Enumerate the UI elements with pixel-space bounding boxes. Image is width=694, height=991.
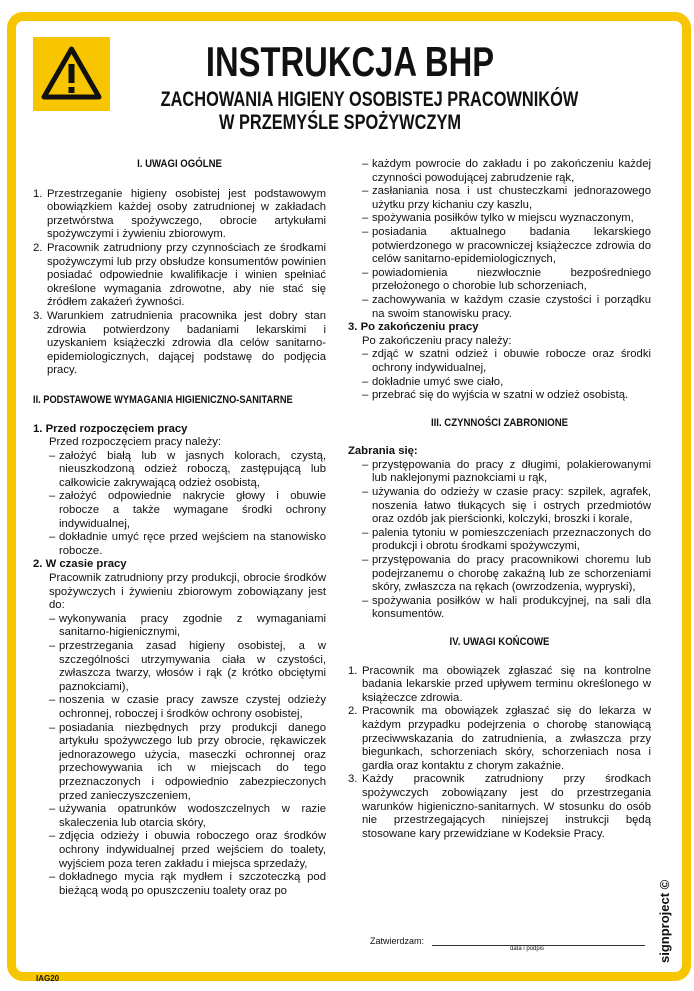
approval-label: Zatwierdzam: (370, 936, 425, 946)
subsection-intro: Przed rozpoczęciem pracy należy: (49, 436, 222, 449)
list-item: – założyć białą lub w jasnych kolorach, czystą, nieuszkodzoną odzież roboczą, zastępującą lub całkowicie zakrywającą odzież osobistą, (49, 449, 326, 489)
subsection-title: 3. Po zakończeniu pracy (348, 321, 479, 334)
list-item: 1. Pracownik ma obowiązek zgłaszać się na kontrolne badania lekarskie przed upływem terminu określonego w książeczce zdrowia. (348, 664, 651, 704)
list-item: – założyć odpowiednie nakrycie głowy i obuwie robocze a także wymagane środki ochrony indywidualnej, (49, 490, 326, 530)
list-item: – spożywania posiłków w hali produkcyjnej, na sali dla konsumentów. (362, 594, 651, 621)
list-item: – przebrać się do wyjścia w szatni w odzież osobistą. (362, 389, 629, 402)
section-heading-1: I. UWAGI OGÓLNE (137, 158, 222, 170)
prohibition-intro: Zabrania się: (348, 445, 418, 458)
subsection-intro: Po zakończeniu pracy należy: (362, 334, 512, 347)
right-column (348, 158, 651, 841)
list-item: 2. Pracownik ma obowiązek zgłaszać się do lekarza w każdym przypadku podejrzenia o chorobę stanowiącą przeciwwskazania do zatrudnienia, a zwłaszcza przy biegunkach, schorzeniach skóry, schorzeniach nosa i gardła oraz kontaktu z chorym zakaźnie. (348, 705, 651, 772)
warning-triangle-icon (33, 37, 110, 111)
list-item: – posiadania niezbędnych przy produkcji danego artykułu spożywczego lub przy obrocie, rękawiczek jednorazowego użycia, maseczki ochronnej oraz przechowywania ich w miejscach do tego przeznaczonych i odpowiednio zabezpieczonych przed zanieczyszczeniem, (49, 721, 326, 802)
brand-label: signproject © (657, 879, 672, 963)
list-item: – dokładnie umyć ręce przed wejściem na stanowisko robocze. (49, 531, 326, 557)
list-item: – zdjęcia odzieży i obuwia roboczego oraz środków ochrony indywidualnej przed wejściem do toalety, wyjściem poza teren zakładu i miejsca sprzedaży, (49, 830, 326, 870)
list-item: – każdym powrocie do zakładu i po zakończeniu każdej czynności powodującej zabrudzenie rąk, (362, 158, 651, 184)
page-title: INSTRUKCJA BHP (205, 38, 495, 85)
list-item: – zachowywania w każdym czasie czystości i porządku na swoim stanowisku pracy. (362, 293, 651, 320)
list-item: 1. Przestrzeganie higieny osobistej jest podstawowym obowiązkiem każdej osoby zatrudnionej w zakładach przetwórstwa spożywczego, obrocie artykułami spożywczymi i żywieniu zbiorowym. (33, 187, 326, 241)
warning-sign (33, 37, 110, 111)
subtitle-line-2: W PRZEMYŚLE SPOŻYWCZYM (218, 111, 462, 134)
list-item: – powiadomienia niezwłocznie bezpośredniego przełożonego o chorobie lub schorzeniach, (362, 266, 651, 293)
list-item: – zasłaniania nosa i ust chusteczkami jednorazowego użytku przy kichaniu czy kaszlu, (362, 185, 651, 211)
list-item: – dokładnego mycia rąk mydłem i szczoteczką pod bieżącą wodą po opuszczeniu toalety oraz po (49, 871, 326, 897)
section-heading-2: II. PODSTAWOWE WYMAGANIA HIGIENICZNO-SANITARNE (33, 393, 293, 406)
list-item: – przystępowania do pracy pracownikowi choremu lub podejrzanemu o chorobę zakaźną lub ze schorzeniami skóry, zwłaszcza na rękach (owrzodzenia, wypryski), (362, 554, 651, 594)
subsection-title: 2. W czasie pracy (33, 558, 127, 571)
product-code: IAG20 (36, 974, 60, 983)
list-item: – palenia tytoniu w pomieszczeniach przeznaczonych do produkcji i obrotu środkami spożywczymi, (362, 526, 651, 553)
list-item: 3. Warunkiem zatrudnienia pracownika jest dobry stan zdrowia potwierdzony badaniami lekarskimi i uzyskaniem książeczki zdrowia dla celów sanitarno-epidemiologicznych, dającej podstawę do podjęcia pracy. (33, 309, 326, 377)
list-item: – noszenia w czasie pracy zawsze czystej odzieży ochronnej, roboczej i środków ochrony osobistej, (49, 694, 326, 720)
list-item: – używania do odzieży w czasie pracy: szpilek, agrafek, noszenia łatwo tłukących się i ostrych przedmiotów oraz ozdób jak pierścionki, kolczyki, broszki i korale, (362, 486, 651, 526)
list-item: 2. Pracownik zatrudniony przy czynnościach ze środkami spożywczymi lub przy obsłudze konsumentów powinien posiadać odpowiednie kwalifikacje i winien spełniać określone wymagania zdrowotne, aby nie stać się źródłem zakażeń żywności. (33, 241, 326, 309)
list-item: – wykonywania pracy zgodnie z wymaganiami sanitarno-higienicznymi, (49, 612, 326, 639)
subsection-title: 1. Przed rozpoczęciem pracy (33, 422, 188, 435)
list-item: 3. Każdy pracownik zatrudniony przy środkach spożywczych zobowiązany jest do przestrzegania warunków higieniczno-sanitarnych. W stosunku do osób nie przestrzegających niniejszej instrukcji będą stosowane kary przewidziane w Kodeksie Pracy. (348, 773, 651, 840)
list-item: – używania opatrunków wodoszczelnych w razie skaleczenia lub otarcia skóry, (49, 803, 326, 829)
subtitle-line-1: ZACHOWANIA HIGIENY OSOBISTEJ PRACOWNIKÓW (160, 88, 579, 111)
subsection-intro: Pracownik zatrudniony przy produkcji, obrocie środków spożywczych i żywieniu zbiorowym zobowiązany jest do: (49, 572, 326, 612)
list-item: – spożywania posiłków tylko w miejscu wyznaczonym, (362, 212, 634, 225)
section-heading-3: III. CZYNNOŚCI ZABRONIONE (430, 416, 569, 429)
list-item: – przestrzegania zasad higieny osobistej, a w szczególności utrzymywania ciała w czystości, zwłaszcza twarzy, włosów i rąk (z krótko obciętymi paznokciami), (49, 640, 326, 693)
list-item: – posiadania aktualnego badania lekarskiego potwierdzonego w pracowniczej książeczce zdrowia do celów sanitarno-epidemiologicznych, (362, 225, 651, 266)
list-item: – zdjąć w szatni odzież i obuwie robocze oraz środki ochrony indywidualnej, (362, 348, 651, 374)
left-column (33, 158, 326, 898)
section-heading-4: IV. UWAGI KOŃCOWE (449, 636, 550, 648)
signature-caption: data i podpis (510, 946, 545, 952)
list-item: – dokładnie umyć swe ciało, (362, 375, 504, 388)
list-item: – przystępowania do pracy z długimi, polakierowanymi lub naklejonymi paznokciami u rąk, (362, 458, 651, 485)
